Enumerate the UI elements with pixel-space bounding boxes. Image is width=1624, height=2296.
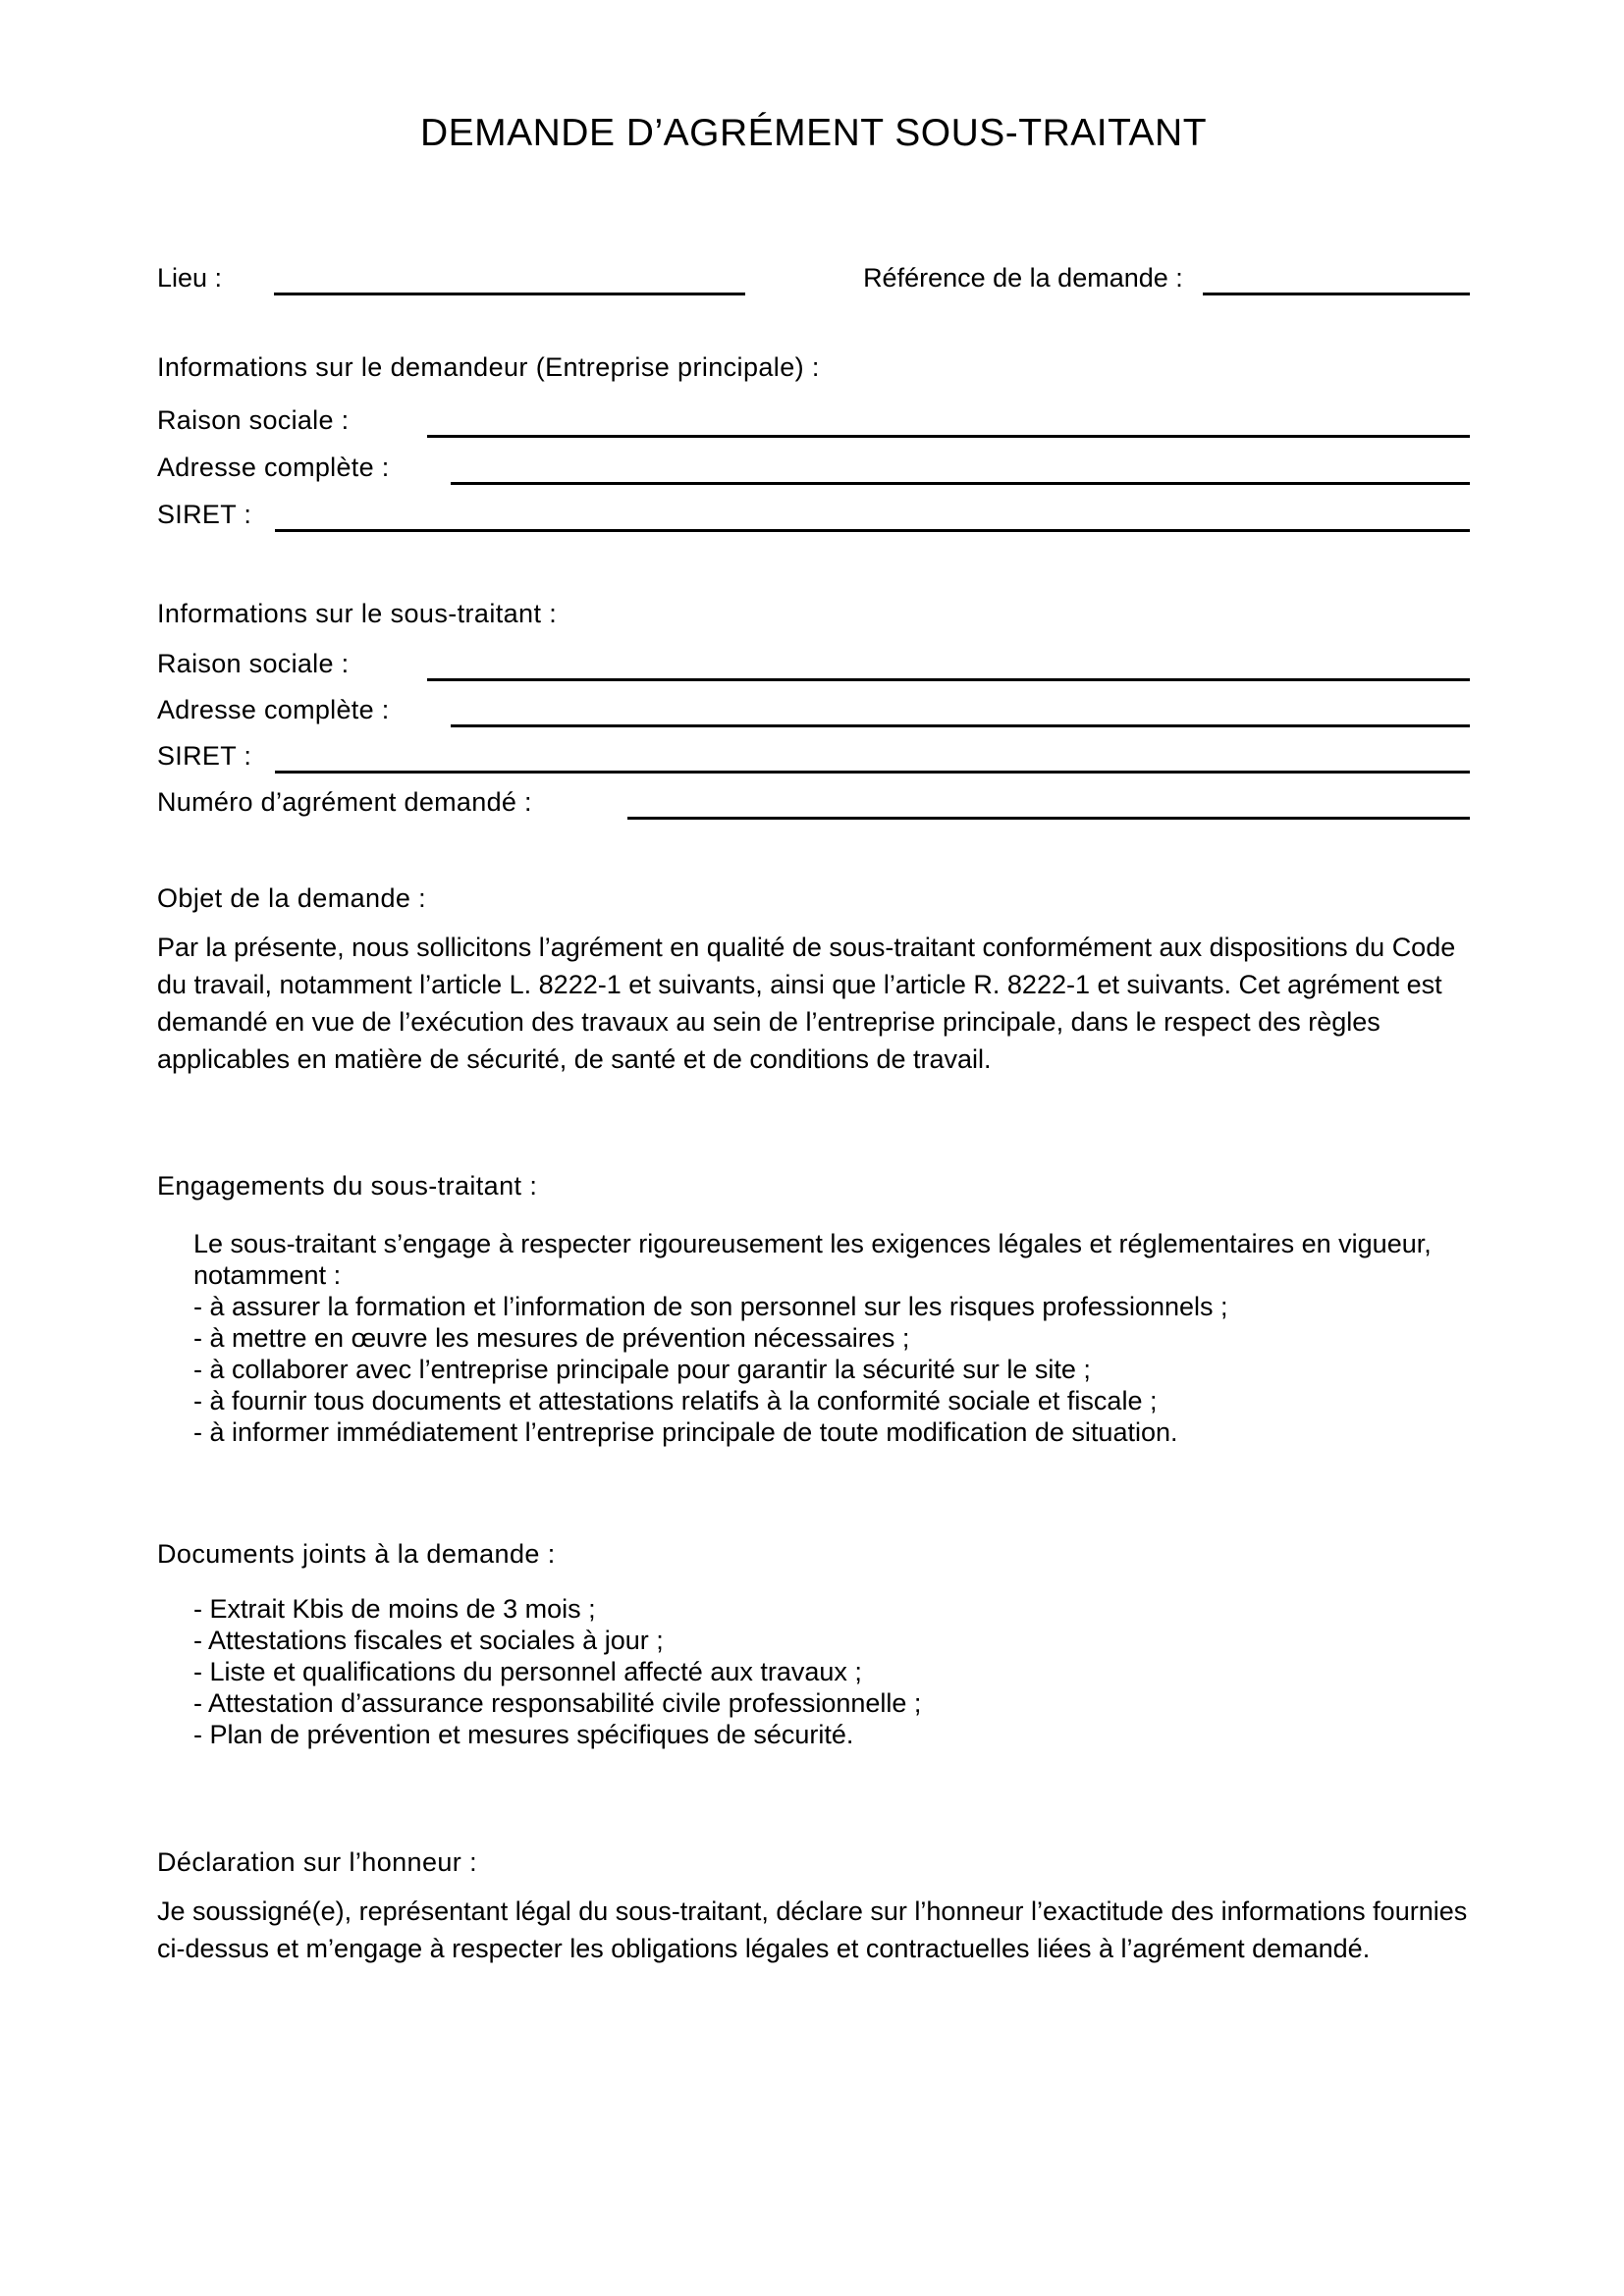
subcontractor-adresse-row (157, 695, 1470, 724)
adresse-complete-label: Adresse complète : (157, 453, 390, 482)
raison-sociale-label: Raison sociale : (157, 405, 350, 435)
commitment-item: - à assurer la formation et l’information de son personnel sur les risques professionnels ; (193, 1292, 1228, 1321)
commitment-item: - à informer immédiatement l’entreprise principale de toute modification de situation. (193, 1417, 1178, 1447)
document-item: - Attestation d’assurance responsabilité civile professionnelle ; (193, 1688, 922, 1718)
commitments-block (193, 1228, 1470, 1448)
commitments-list (193, 1291, 1470, 1448)
subcontractor-siret-blank-line[interactable] (275, 770, 1470, 774)
document-item: - Liste et qualifications du personnel affecté aux travaux ; (193, 1657, 862, 1686)
applicant-adresse-row (157, 453, 1470, 482)
reference-blank-line[interactable] (1203, 292, 1470, 295)
siret-label: SIRET : (157, 741, 252, 771)
documents-section-heading: Documents joints à la demande : (157, 1539, 556, 1569)
applicant-raison-sociale-blank-line[interactable] (427, 434, 1470, 438)
lieu-label: Lieu : (157, 263, 223, 293)
object-section-heading: Objet de la demande : (157, 883, 427, 913)
subcontractor-section-heading: Informations sur le sous-traitant : (157, 599, 558, 628)
reference-label: Référence de la demande : (863, 263, 1183, 293)
applicant-adresse-blank-line[interactable] (451, 481, 1470, 485)
raison-sociale-label: Raison sociale : (157, 649, 350, 678)
documents-block (193, 1593, 1470, 1750)
applicant-siret-row (157, 500, 1470, 529)
subcontractor-numero-agrement-row (157, 787, 1470, 817)
lieu-blank-line[interactable] (274, 292, 745, 295)
commitments-intro: Le sous-traitant s’engage à respecter rigoureusement les exigences légales et réglementaires en vigueur, notamment : (193, 1229, 1432, 1290)
document-item: - Extrait Kbis de moins de 3 mois ; (193, 1594, 596, 1624)
adresse-complete-label: Adresse complète : (157, 695, 390, 724)
declaration-section-heading: Déclaration sur l’honneur : (157, 1847, 477, 1877)
document-item: - Plan de prévention et mesures spécifiques de sécurité. (193, 1720, 854, 1749)
numero-agrement-label: Numéro d’agrément demandé : (157, 787, 532, 817)
documents-list (193, 1593, 1470, 1750)
commitment-item: - à fournir tous documents et attestations relatifs à la conformité sociale et fiscale ; (193, 1386, 1158, 1415)
subcontractor-numero-agrement-blank-line[interactable] (627, 816, 1470, 820)
subcontractor-raison-sociale-row (157, 649, 1470, 678)
declaration-section-body: Je soussigné(e), représentant légal du sous-traitant, déclare sur l’honneur l’exactitude des informations fournies ci-dessus et m’engage à respecter les obligations légales et contractuelles liées à l’agrément demandé. (157, 1896, 1468, 1963)
commitment-item: - à collaborer avec l’entreprise principale pour garantir la sécurité sur le site ; (193, 1355, 1091, 1384)
commitment-item: - à mettre en œuvre les mesures de prévention nécessaires ; (193, 1323, 910, 1353)
applicant-section-heading: Informations sur le demandeur (Entreprise principale) : (157, 352, 820, 382)
subcontractor-adresse-blank-line[interactable] (451, 723, 1470, 727)
subcontractor-raison-sociale-blank-line[interactable] (427, 677, 1470, 681)
applicant-raison-sociale-row (157, 405, 1470, 435)
commitments-section-heading: Engagements du sous-traitant : (157, 1171, 538, 1201)
object-section-body: Par la présente, nous sollicitons l’agrément en qualité de sous-traitant conformément aux dispositions du Code du travail, notamment l’article L. 8222-1 et suivants, ainsi que l’article R. 8222-1 et suivants. Cet agrément est demandé en vue de l’exécution des travaux au sein de l’entreprise principale, dans le respect des règles applicables en matière de sécurité, de santé et de conditions de travail. (157, 933, 1456, 1074)
subcontractor-siret-row (157, 741, 1470, 771)
document-item: - Attestations fiscales et sociales à jour ; (193, 1626, 664, 1655)
header-fields-row (157, 263, 1470, 293)
document-title: DEMANDE D’AGRÉMENT SOUS-TRAITANT (419, 112, 1208, 154)
siret-label: SIRET : (157, 500, 252, 529)
applicant-siret-blank-line[interactable] (275, 528, 1470, 532)
